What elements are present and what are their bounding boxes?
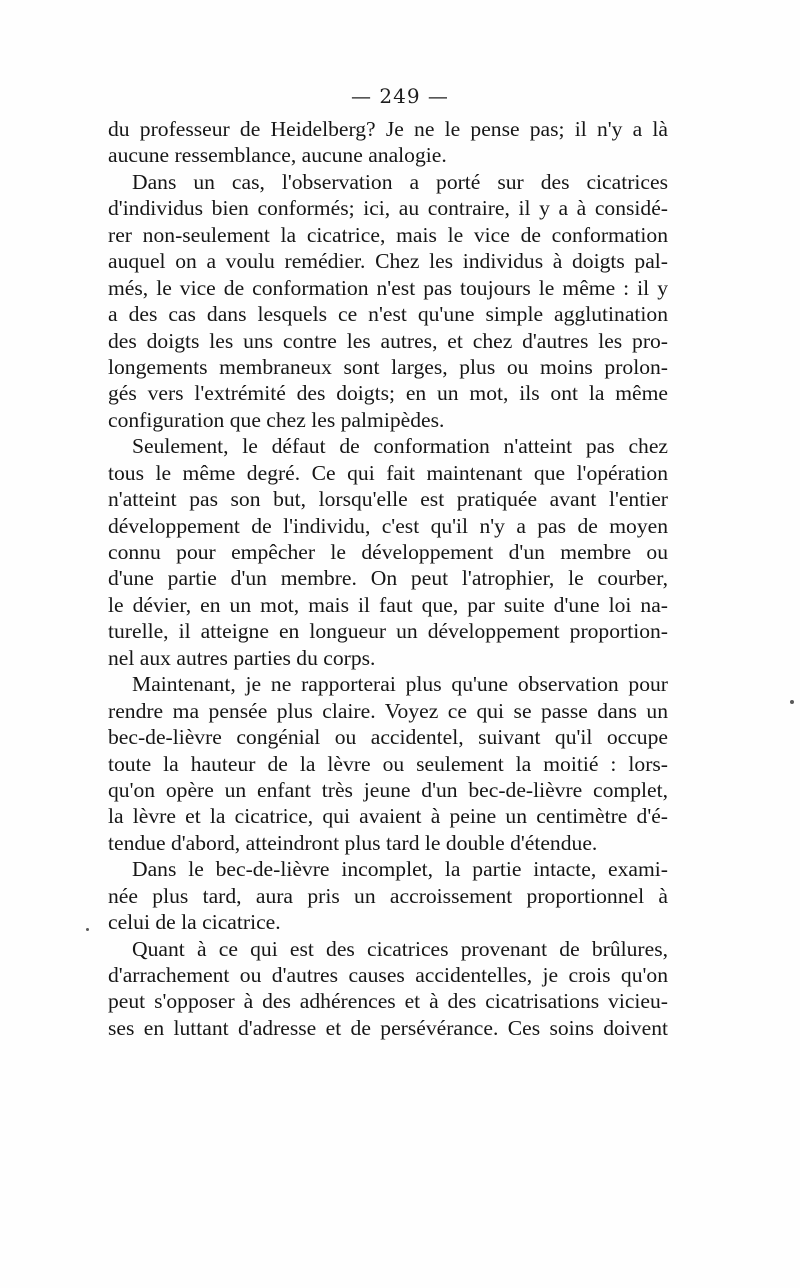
text-line: celui de la cicatrice. [108, 910, 281, 935]
text-line: peut s'opposer à des adhérences et à des cicatrisations vicieu- [108, 989, 668, 1014]
text-line: rer non-seulement la cicatrice, mais le vice de conformation [108, 222, 668, 247]
text-line: auquel on a voulu remédier. Chez les individus à doigts pal- [108, 249, 668, 274]
text-line: toute la hauteur de la lèvre ou seulement la moitié : lors- [108, 751, 668, 776]
text-line: a des cas dans lesquels ce n'est qu'une simple agglutination [108, 302, 668, 327]
text-line: qu'on opère un enfant très jeune d'un bec-de-lièvre complet, [108, 777, 668, 802]
paragraph [108, 671, 668, 856]
text-line: d'arrachement ou d'autres causes accidentelles, je crois qu'on [108, 963, 668, 987]
text-line: turelle, il atteigne en longueur un développement proportion- [108, 619, 668, 644]
text-line: configuration que chez les palmipèdes. [108, 407, 445, 432]
text-line: més, le vice de conformation n'est pas toujours le même : il y [108, 275, 668, 300]
text-line: aucune ressemblance, aucune analogie. [108, 143, 447, 168]
text-line: née plus tard, aura pris un accroissement proportionnel à [108, 883, 668, 908]
text-line: Dans le bec-de-lièvre incomplet, la partie intacte, exami- [132, 857, 668, 882]
page-number: — 249 — [351, 84, 449, 108]
paragraph [108, 433, 668, 671]
paragraph [108, 169, 668, 433]
text-line: tous le même degré. Ce qui fait maintenant que l'opération [108, 460, 668, 485]
text-line: rendre ma pensée plus claire. Voyez ce qui se passe dans un [108, 698, 668, 723]
margin-speck [790, 700, 794, 704]
text-line: le dévier, en un mot, mais il faut que, par suite d'une loi na- [108, 592, 668, 617]
text-line: gés vers l'extrémité des doigts; en un mot, ils ont la même [108, 381, 668, 406]
text-line: ses en luttant d'adresse et de persévérance. Ces soins doivent [108, 1015, 668, 1040]
text-line: du professeur de Heidelberg? Je ne le pense pas; il n'y a là [108, 117, 668, 141]
text-line: Maintenant, je ne rapporterai plus qu'une observation pour [132, 672, 668, 697]
text-line: d'une partie d'un membre. On peut l'atrophier, le courber, [108, 566, 668, 591]
text-line: des doigts les uns contre les autres, et chez d'autres les pro- [108, 328, 668, 353]
paragraph [108, 936, 668, 1042]
body-text [108, 116, 668, 1041]
text-line: d'individus bien conformés; ici, au contraire, il y a à considé- [108, 196, 668, 221]
text-line: développement de l'individu, c'est qu'il n'y a pas de moyen [108, 513, 668, 538]
text-line: nel aux autres parties du corps. [108, 645, 376, 670]
text-line: Seulement, le défaut de conformation n'atteint pas chez [132, 434, 668, 459]
text-line: tendue d'abord, atteindront plus tard le double d'étendue. [108, 830, 598, 855]
paragraph [108, 116, 668, 169]
text-line: Quant à ce qui est des cicatrices provenant de brûlures, [132, 936, 668, 961]
text-line: longements membraneux sont larges, plus ou moins prolon- [108, 354, 668, 379]
text-line: la lèvre et la cicatrice, qui avaient à peine un centimètre d'é- [108, 804, 668, 829]
text-line: bec-de-lièvre congénial ou accidentel, suivant qu'il occupe [108, 725, 668, 750]
margin-speck [86, 928, 89, 931]
text-line: connu pour empêcher le développement d'un membre ou [108, 540, 668, 564]
text-line: Dans un cas, l'observation a porté sur des cicatrices [132, 169, 668, 194]
text-line: n'atteint pas son but, lorsqu'elle est pratiquée avant l'entier [108, 487, 668, 512]
paragraph [108, 856, 668, 935]
